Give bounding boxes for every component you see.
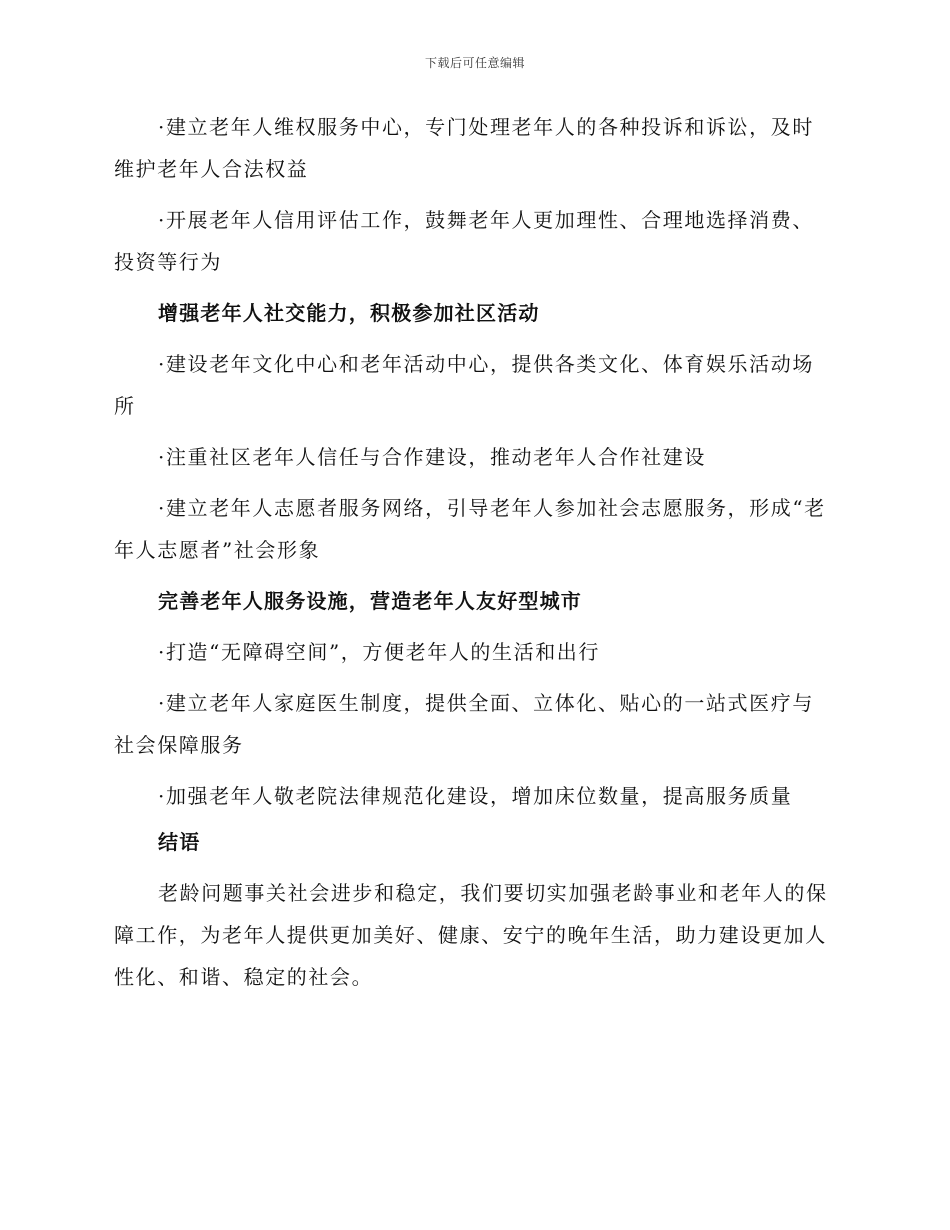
section-heading-social: 增强老年人社交能力，积极参加社区活动	[158, 301, 540, 325]
bullet-item-nursing-home: ·加强老年人敬老院法律规范化建设，增加床位数量，提高服务质量	[158, 784, 793, 808]
bullet-item-rights-center: ·建立老年人维权服务中心，专门处理老年人的各种投诉和诉讼，及时维护老年人合法权益	[114, 115, 814, 181]
document-body	[114, 106, 834, 998]
bullet-item-culture-center: ·建设老年文化中心和老年活动中心，提供各类文化、体育娱乐活动场所	[114, 352, 814, 418]
bullet-item-credit-evaluation: ·开展老年人信用评估工作，鼓舞老年人更加理性、合理地选择消费、投资等行为	[114, 208, 814, 274]
section-heading-facilities: 完善老年人服务设施，营造老年人友好型城市	[158, 589, 582, 613]
bullet-item-family-doctor: ·建立老年人家庭医生制度，提供全面、立体化、贴心的一站式医疗与社会保障服务	[114, 691, 814, 757]
conclusion-paragraph: 老龄问题事关社会进步和稳定，我们要切实加强老龄事业和老年人的保障工作，为老年人提供更加美好、健康、安宁的晚年生活，助力建设更加人性化、和谐、稳定的社会。	[114, 881, 828, 989]
section-heading-conclusion: 结语	[158, 830, 201, 854]
page-header: 下载后可任意编辑	[424, 56, 525, 70]
bullet-item-community-trust: ·注重社区老年人信任与合作建设，推动老年人合作社建设	[158, 445, 706, 469]
bullet-item-volunteer-network: ·建立老年人志愿者服务网络，引导老年人参加社会志愿服务，形成“老年人志愿者”社会形象	[114, 496, 826, 562]
bullet-item-barrier-free: ·打造“无障碍空间”，方便老年人的生活和出行	[158, 640, 601, 664]
